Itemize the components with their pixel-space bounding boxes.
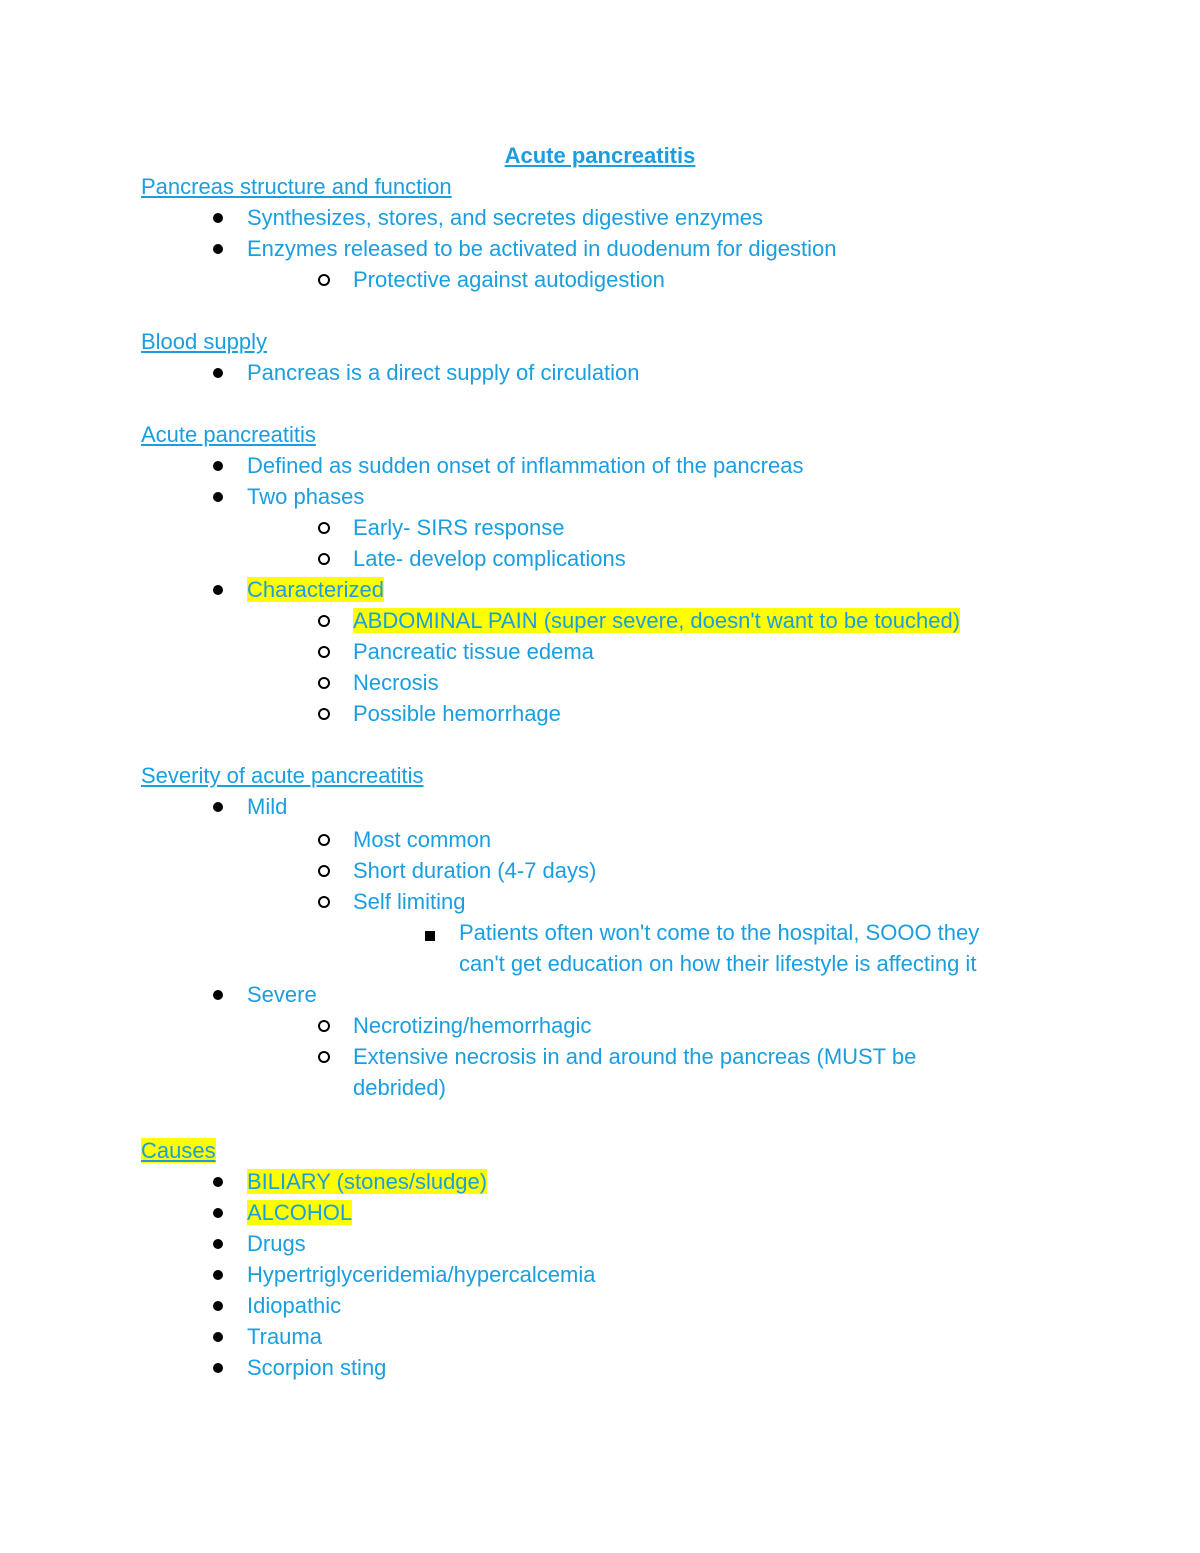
list-item: Trauma [247, 1324, 322, 1349]
list-item: Necrotizing/hemorrhagic [353, 1013, 592, 1038]
filled-bullet-icon [213, 1270, 223, 1280]
filled-bullet-icon [213, 1208, 223, 1218]
highlighted-text: ALCOHOL [247, 1200, 353, 1225]
list-item: Short duration (4-7 days) [353, 858, 597, 883]
highlighted-text: Characterized [247, 577, 384, 602]
section-heading-blood-supply: Blood supply [141, 329, 267, 354]
list-item: Late- develop complications [353, 546, 626, 571]
filled-bullet-icon [213, 368, 223, 378]
filled-bullet-icon [213, 492, 223, 502]
list-item: Necrosis [353, 670, 439, 695]
hollow-bullet-icon [318, 1051, 330, 1063]
filled-bullet-icon [213, 1177, 223, 1187]
list-item: Self limiting [353, 889, 466, 914]
filled-bullet-icon [213, 1363, 223, 1373]
list-item-continuation: can't get education on how their lifestyle is affecting it [459, 951, 977, 976]
filled-bullet-icon [213, 244, 223, 254]
list-item: Scorpion sting [247, 1355, 387, 1380]
list-item: Protective against autodigestion [353, 267, 665, 292]
list-item: Hypertriglyceridemia/hypercalcemia [247, 1262, 596, 1287]
list-item: Enzymes released to be activated in duodenum for digestion [247, 236, 837, 261]
hollow-bullet-icon [318, 708, 330, 720]
list-item: Extensive necrosis in and around the pancreas (MUST be [353, 1044, 917, 1069]
hollow-bullet-icon [318, 615, 330, 627]
square-bullet-icon [425, 931, 435, 941]
hollow-bullet-icon [318, 522, 330, 534]
section-heading-severity: Severity of acute pancreatitis [141, 763, 424, 788]
highlighted-text: ABDOMINAL PAIN (super severe, doesn't want to be touched) [353, 608, 961, 633]
hollow-bullet-icon [318, 896, 330, 908]
highlighted-text: BILIARY (stones/sludge) [247, 1169, 488, 1194]
filled-bullet-icon [213, 1332, 223, 1342]
section-heading-acute-pancreatitis: Acute pancreatitis [141, 422, 316, 447]
filled-bullet-icon [213, 1301, 223, 1311]
list-item: Idiopathic [247, 1293, 342, 1318]
filled-bullet-icon [213, 585, 223, 595]
hollow-bullet-icon [318, 646, 330, 658]
list-item: Two phases [247, 484, 365, 509]
list-item: Defined as sudden onset of inflammation of the pancreas [247, 453, 804, 478]
list-item: Early- SIRS response [353, 515, 565, 540]
section-heading-causes: Causes [141, 1138, 216, 1163]
hollow-bullet-icon [318, 1020, 330, 1032]
hollow-bullet-icon [318, 553, 330, 565]
list-item: Possible hemorrhage [353, 701, 561, 726]
hollow-bullet-icon [318, 677, 330, 689]
list-item: Patients often won't come to the hospital, SOOO they [459, 920, 980, 945]
list-item: Pancreas is a direct supply of circulation [247, 360, 640, 385]
filled-bullet-icon [213, 213, 223, 223]
filled-bullet-icon [213, 461, 223, 471]
list-item: Severe [247, 982, 317, 1007]
filled-bullet-icon [213, 990, 223, 1000]
hollow-bullet-icon [318, 865, 330, 877]
hollow-bullet-icon [318, 274, 330, 286]
list-item: Most common [353, 827, 492, 852]
section-heading-structure: Pancreas structure and function [141, 174, 452, 199]
list-item: Pancreatic tissue edema [353, 639, 594, 664]
filled-bullet-icon [213, 802, 223, 812]
list-item: Mild [247, 794, 288, 819]
hollow-bullet-icon [318, 834, 330, 846]
list-item-continuation: debrided) [353, 1075, 446, 1100]
filled-bullet-icon [213, 1239, 223, 1249]
list-item: Synthesizes, stores, and secretes digestive enzymes [247, 205, 764, 230]
list-item: Drugs [247, 1231, 306, 1256]
document-title: Acute pancreatitis [504, 143, 696, 168]
